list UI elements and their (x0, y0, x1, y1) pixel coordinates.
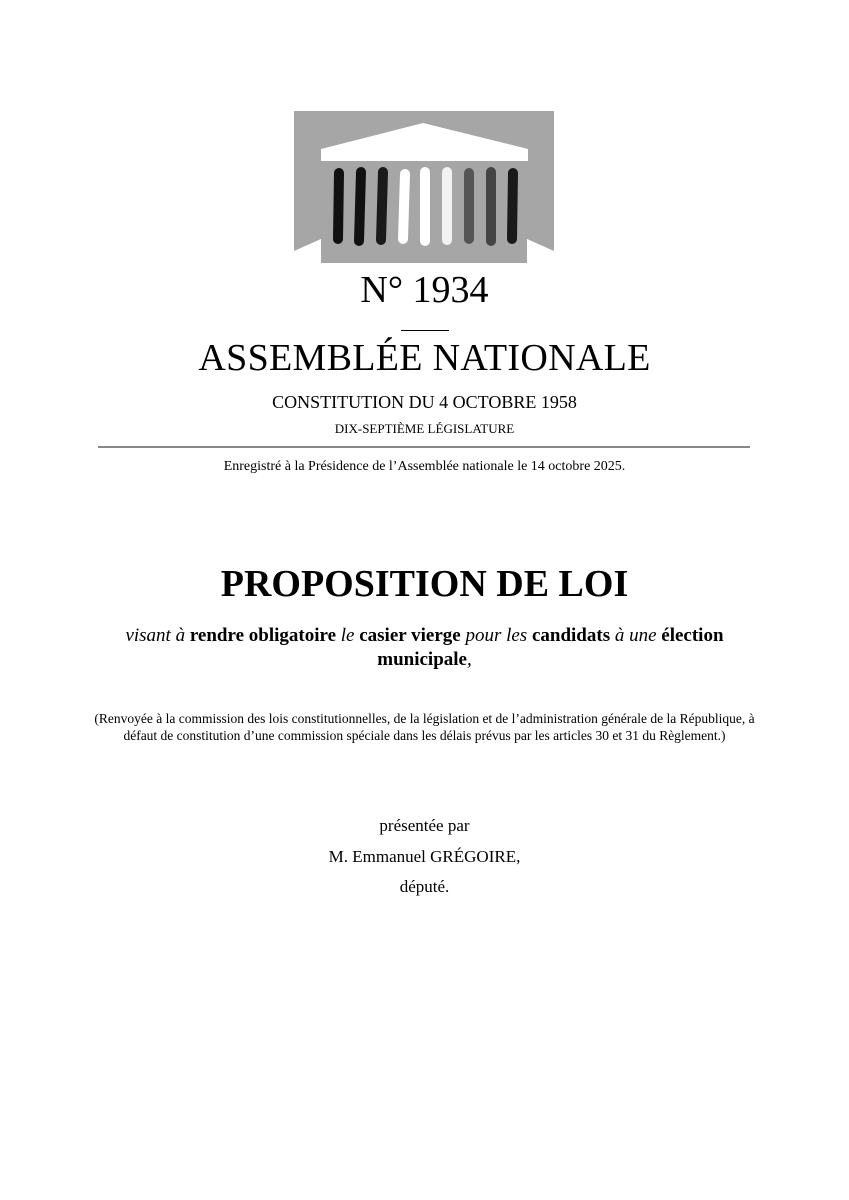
subtitle-segment: casier vierge (359, 625, 466, 646)
presented-by: présentée par (379, 816, 470, 835)
legislature-line: DIX-SEPTIÈME LÉGISLATURE (334, 421, 515, 436)
short-divider (401, 330, 449, 331)
document-kind: PROPOSITION DE LOI (220, 563, 629, 605)
referral-note: (Renvoyée à la commission des lois constitutionnelles, de la législation et de l’administration générale de la République, à défaut de constitution d’une commission spéciale dans les délais prévus par les articles 30 et 31 du Règlement.) (94, 711, 755, 743)
assembly-name: ASSEMBLÉE NATIONALE (198, 337, 651, 379)
assemblee-nationale-logo (294, 111, 554, 263)
constitution-line: CONSTITUTION DU 4 OCTOBRE 1958 (272, 392, 577, 412)
subtitle-segment: , (466, 649, 472, 670)
subtitle-segment: rendre obligatoire (189, 625, 341, 646)
subtitle-segment: visant à (125, 625, 190, 646)
subtitle-segment: à une (614, 625, 662, 646)
subtitle-segment: le (340, 625, 360, 646)
document-subtitle (100, 624, 749, 672)
subtitle-segment: pour les (465, 625, 532, 646)
author-name: M. Emmanuel GRÉGOIRE, (328, 847, 521, 866)
document-number: N° 1934 (360, 269, 489, 311)
registration-notice: Enregistré à la Présidence de l’Assemblée nationale le 14 octobre 2025. (223, 459, 626, 474)
author-title: député. (399, 877, 450, 896)
subtitle-segment: candidats (531, 625, 615, 646)
header-divider (98, 446, 750, 448)
subtitle-segment: élection municipale (377, 625, 724, 670)
